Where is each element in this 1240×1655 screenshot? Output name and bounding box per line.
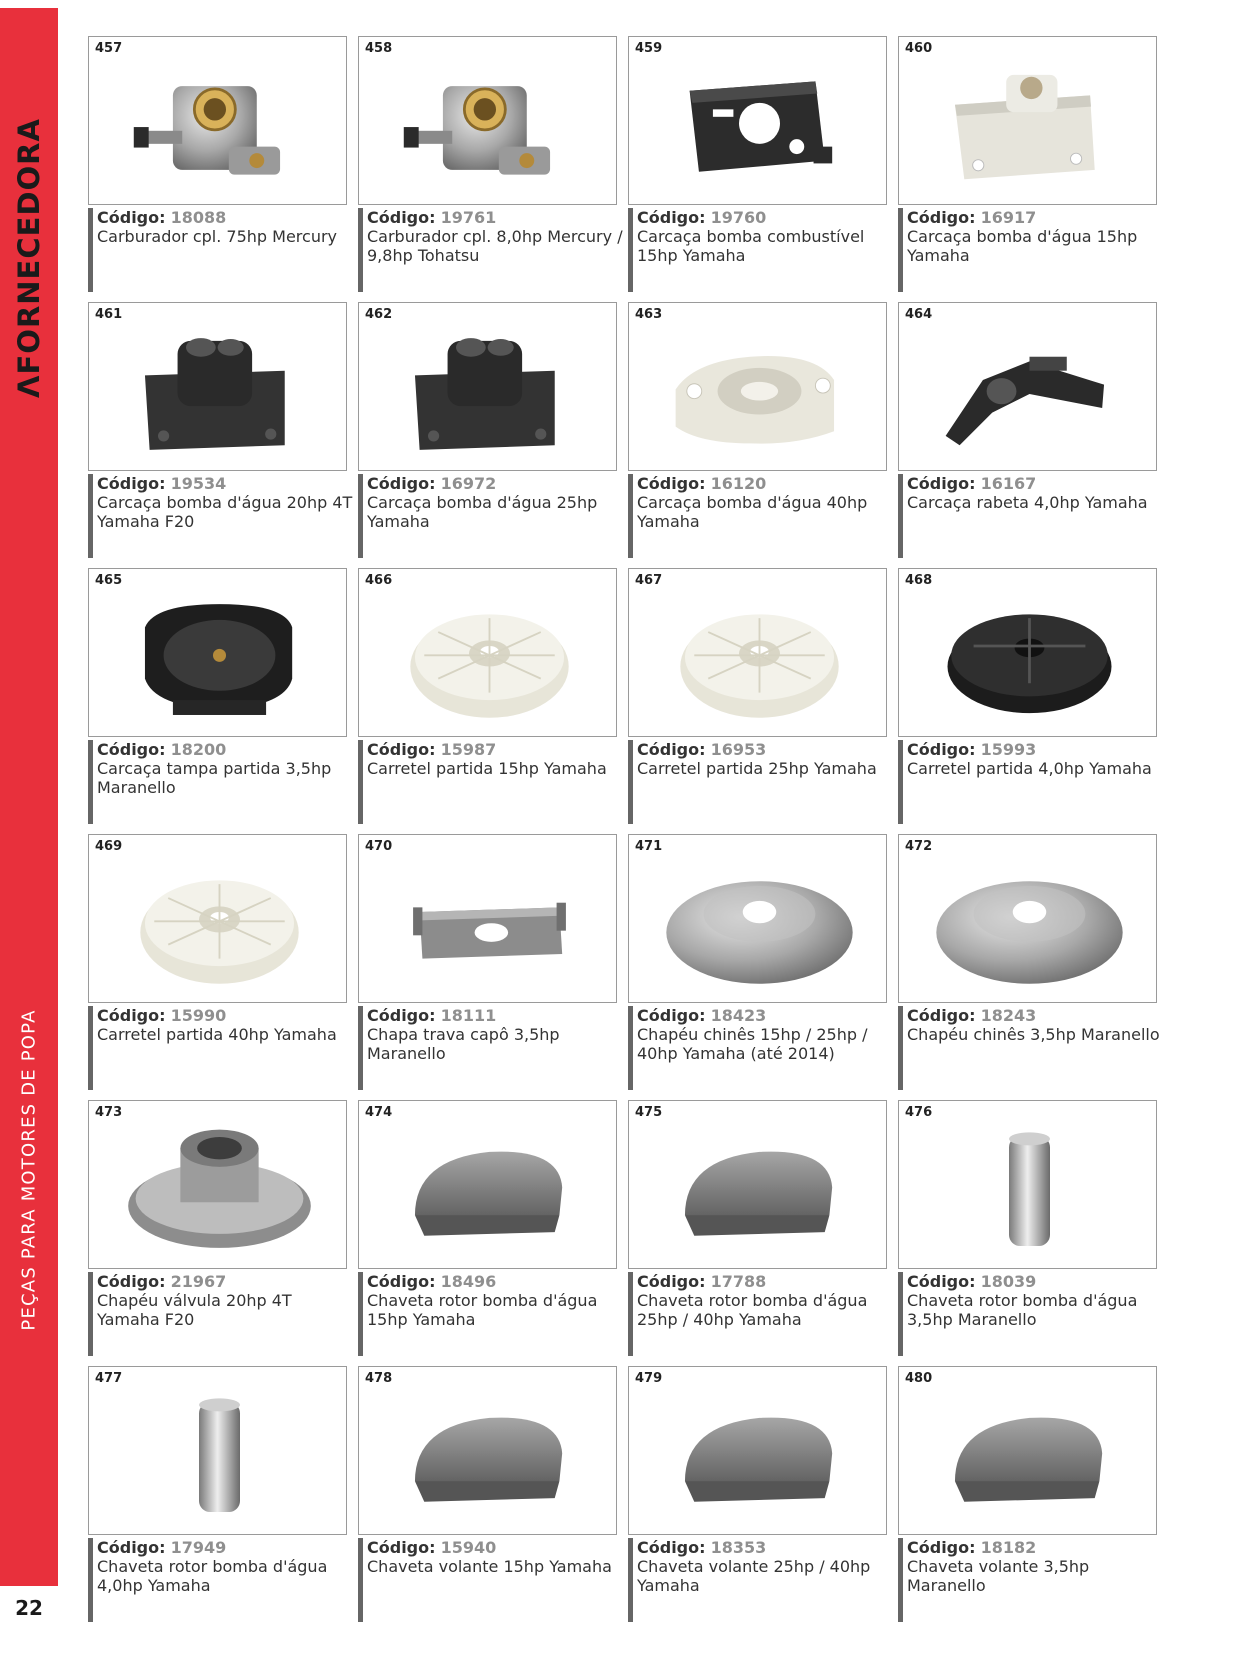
product-info xyxy=(628,1006,896,1090)
product-code: 18496 xyxy=(440,1272,497,1291)
product-code-line xyxy=(907,740,1166,759)
item-number: 468 xyxy=(905,573,933,588)
product-code: 15993 xyxy=(980,740,1037,759)
product-code: 18039 xyxy=(980,1272,1037,1291)
product-image-frame xyxy=(628,36,887,205)
product-card xyxy=(88,302,358,568)
product-code: 18243 xyxy=(980,1006,1037,1025)
product-description: Chaveta rotor bomba d'água 15hp Yamaha xyxy=(367,1291,598,1329)
product-info xyxy=(358,474,626,558)
code-label: Código: xyxy=(907,208,976,227)
product-description: Carcaça bomba d'água 25hp Yamaha xyxy=(367,493,598,531)
pump-housing-dark-image xyxy=(117,321,322,467)
product-image-frame xyxy=(898,834,1157,1003)
woodruff-key-image xyxy=(657,1119,862,1265)
item-number: 472 xyxy=(905,839,933,854)
product-code: 16917 xyxy=(980,208,1037,227)
product-code-line xyxy=(637,1006,896,1025)
product-image-frame xyxy=(88,1366,347,1535)
product-info xyxy=(628,740,896,824)
item-number: 458 xyxy=(365,41,393,56)
product-code: 16972 xyxy=(440,474,497,493)
product-code: 18200 xyxy=(170,740,227,759)
starter-cover-image xyxy=(117,587,322,733)
product-code: 15990 xyxy=(170,1006,227,1025)
item-number: 469 xyxy=(95,839,123,854)
product-card xyxy=(898,834,1168,1100)
product-code-line xyxy=(637,208,896,227)
product-image-frame xyxy=(898,1100,1157,1269)
product-info xyxy=(628,1272,896,1356)
valve-cap-image xyxy=(117,1119,322,1265)
product-code-line xyxy=(637,474,896,493)
product-description: Carcaça bomba d'água 20hp 4T Yamaha F20 xyxy=(97,493,353,531)
woodruff-key-image xyxy=(657,1385,862,1531)
product-image-frame xyxy=(898,302,1157,471)
product-card xyxy=(628,1100,898,1366)
pin-image xyxy=(927,1119,1132,1265)
product-card xyxy=(358,1366,628,1632)
item-number: 477 xyxy=(95,1371,123,1386)
item-number: 465 xyxy=(95,573,123,588)
code-label: Código: xyxy=(637,474,706,493)
item-number: 476 xyxy=(905,1105,933,1120)
item-number: 475 xyxy=(635,1105,663,1120)
product-code: 21967 xyxy=(170,1272,227,1291)
product-card xyxy=(628,834,898,1100)
pump-housing-white-image xyxy=(657,321,862,467)
gear-housing-image xyxy=(927,321,1132,467)
item-number: 474 xyxy=(365,1105,393,1120)
carburetor-image xyxy=(387,55,592,201)
product-code-line xyxy=(907,474,1166,493)
pump-housing-dark-image xyxy=(387,321,592,467)
product-code-line xyxy=(637,1538,896,1557)
product-info xyxy=(628,474,896,558)
product-code-line xyxy=(367,1006,626,1025)
product-info xyxy=(88,1272,356,1356)
code-label: Código: xyxy=(637,208,706,227)
lock-plate-image xyxy=(387,853,592,999)
brand-logo xyxy=(5,118,53,398)
product-code: 16120 xyxy=(710,474,767,493)
product-description: Carretel partida 40hp Yamaha xyxy=(97,1025,337,1044)
product-image-frame xyxy=(628,302,887,471)
product-card xyxy=(88,36,358,302)
code-label: Código: xyxy=(907,474,976,493)
code-label: Código: xyxy=(637,740,706,759)
product-description: Carretel partida 4,0hp Yamaha xyxy=(907,759,1152,778)
product-code: 17788 xyxy=(710,1272,767,1291)
product-card xyxy=(628,302,898,568)
product-description: Chaveta volante 3,5hp Maranello xyxy=(907,1557,1090,1595)
product-info xyxy=(898,740,1166,824)
product-image-frame xyxy=(898,1366,1157,1535)
product-description: Chapéu válvula 20hp 4T Yamaha F20 xyxy=(97,1291,292,1329)
product-card xyxy=(358,568,628,834)
product-info xyxy=(88,1006,356,1090)
product-info xyxy=(898,1006,1166,1090)
product-info xyxy=(358,1272,626,1356)
product-description: Carcaça bomba d'água 15hp Yamaha xyxy=(907,227,1138,265)
product-info xyxy=(358,208,626,292)
brand-name: ΛFORNECEDORA xyxy=(12,118,46,398)
product-code: 18182 xyxy=(980,1538,1037,1557)
reel-white-image xyxy=(117,853,322,999)
product-image-frame xyxy=(358,1366,617,1535)
product-info xyxy=(358,1006,626,1090)
product-code: 18353 xyxy=(710,1538,767,1557)
product-code: 17949 xyxy=(170,1538,227,1557)
product-description: Chaveta volante 25hp / 40hp Yamaha xyxy=(637,1557,871,1595)
product-image-frame xyxy=(628,834,887,1003)
product-image-frame xyxy=(358,1100,617,1269)
product-code: 19760 xyxy=(710,208,767,227)
product-card xyxy=(88,834,358,1100)
product-image-frame xyxy=(88,568,347,737)
product-card xyxy=(898,568,1168,834)
product-code-line xyxy=(907,208,1166,227)
product-image-frame xyxy=(358,36,617,205)
product-card xyxy=(358,302,628,568)
product-description: Carburador cpl. 8,0hp Mercury / 9,8hp Tohatsu xyxy=(367,227,623,265)
item-number: 470 xyxy=(365,839,393,854)
item-number: 466 xyxy=(365,573,393,588)
product-code: 16953 xyxy=(710,740,767,759)
code-label: Código: xyxy=(97,208,166,227)
item-number: 480 xyxy=(905,1371,933,1386)
product-code-line xyxy=(367,1272,626,1291)
product-card xyxy=(358,1100,628,1366)
code-label: Código: xyxy=(97,1272,166,1291)
product-code: 19761 xyxy=(440,208,497,227)
product-code-line xyxy=(97,1538,356,1557)
pump-plate-dark-image xyxy=(657,55,862,201)
dome-washer-image xyxy=(657,853,862,999)
item-number: 478 xyxy=(365,1371,393,1386)
code-label: Código: xyxy=(367,1538,436,1557)
product-card xyxy=(898,1366,1168,1632)
product-code-line xyxy=(97,740,356,759)
product-image-frame xyxy=(628,1100,887,1269)
product-image-frame xyxy=(88,1100,347,1269)
item-number: 459 xyxy=(635,41,663,56)
page-number: 22 xyxy=(15,1596,43,1620)
product-code-line xyxy=(367,740,626,759)
item-number: 460 xyxy=(905,41,933,56)
woodruff-key-image xyxy=(927,1385,1132,1531)
product-info xyxy=(358,1538,626,1622)
product-info xyxy=(898,208,1166,292)
woodruff-key-image xyxy=(387,1385,592,1531)
product-card xyxy=(88,1366,358,1632)
product-code: 19534 xyxy=(170,474,227,493)
code-label: Código: xyxy=(637,1538,706,1557)
code-label: Código: xyxy=(907,1538,976,1557)
product-image-frame xyxy=(358,302,617,471)
product-code: 16167 xyxy=(980,474,1037,493)
product-image-frame xyxy=(898,36,1157,205)
product-image-frame xyxy=(88,302,347,471)
product-image-frame xyxy=(358,568,617,737)
product-code: 18423 xyxy=(710,1006,767,1025)
code-label: Código: xyxy=(907,1006,976,1025)
product-card xyxy=(898,36,1168,302)
product-card xyxy=(628,568,898,834)
product-card xyxy=(358,834,628,1100)
product-image-frame xyxy=(628,568,887,737)
product-code-line xyxy=(97,474,356,493)
product-image-frame xyxy=(88,36,347,205)
product-card xyxy=(88,568,358,834)
code-label: Código: xyxy=(637,1006,706,1025)
code-label: Código: xyxy=(907,740,976,759)
dome-washer-image xyxy=(927,853,1132,999)
code-label: Código: xyxy=(97,474,166,493)
code-label: Código: xyxy=(367,740,436,759)
product-code-line xyxy=(367,1538,626,1557)
product-description: Chaveta volante 15hp Yamaha xyxy=(367,1557,612,1576)
section-title: PEÇAS PARA MOTORES DE POPA xyxy=(18,1009,40,1331)
product-code: 18088 xyxy=(170,208,227,227)
product-info xyxy=(898,474,1166,558)
woodruff-key-image xyxy=(387,1119,592,1265)
product-code-line xyxy=(367,474,626,493)
code-label: Código: xyxy=(97,1006,166,1025)
product-info xyxy=(628,1538,896,1622)
code-label: Código: xyxy=(367,1006,436,1025)
code-label: Código: xyxy=(637,1272,706,1291)
item-number: 463 xyxy=(635,307,663,322)
item-number: 462 xyxy=(365,307,393,322)
product-description: Carcaça bomba combustível 15hp Yamaha xyxy=(637,227,865,265)
reel-white-image xyxy=(387,587,592,733)
product-description: Chapéu chinês 15hp / 25hp / 40hp Yamaha (até 2014) xyxy=(637,1025,868,1063)
product-info xyxy=(628,208,896,292)
product-info xyxy=(358,740,626,824)
product-description: Carcaça tampa partida 3,5hp Maranello xyxy=(97,759,332,797)
code-label: Código: xyxy=(907,1272,976,1291)
product-description: Carcaça bomba d'água 40hp Yamaha xyxy=(637,493,868,531)
product-card xyxy=(898,1100,1168,1366)
product-description: Carcaça rabeta 4,0hp Yamaha xyxy=(907,493,1148,512)
product-info xyxy=(88,1538,356,1622)
product-card xyxy=(628,36,898,302)
pin-image xyxy=(117,1385,322,1531)
product-code: 15940 xyxy=(440,1538,497,1557)
carburetor-image xyxy=(117,55,322,201)
item-number: 479 xyxy=(635,1371,663,1386)
product-description: Chaveta rotor bomba d'água 25hp / 40hp Yamaha xyxy=(637,1291,868,1329)
product-description: Carretel partida 25hp Yamaha xyxy=(637,759,877,778)
product-description: Chaveta rotor bomba d'água 4,0hp Yamaha xyxy=(97,1557,328,1595)
product-card xyxy=(628,1366,898,1632)
product-description: Carretel partida 15hp Yamaha xyxy=(367,759,607,778)
product-code-line xyxy=(637,740,896,759)
code-label: Código: xyxy=(367,1272,436,1291)
product-description: Chaveta rotor bomba d'água 3,5hp Maranello xyxy=(907,1291,1138,1329)
sidebar xyxy=(0,8,58,1586)
code-label: Código: xyxy=(367,208,436,227)
product-code: 15987 xyxy=(440,740,497,759)
product-code-line xyxy=(97,1272,356,1291)
item-number: 464 xyxy=(905,307,933,322)
product-card xyxy=(358,36,628,302)
item-number: 461 xyxy=(95,307,123,322)
product-info xyxy=(88,740,356,824)
product-image-frame xyxy=(628,1366,887,1535)
product-image-frame xyxy=(88,834,347,1003)
item-number: 457 xyxy=(95,41,123,56)
item-number: 471 xyxy=(635,839,663,854)
product-code-line xyxy=(907,1006,1166,1025)
product-image-frame xyxy=(898,568,1157,737)
item-number: 473 xyxy=(95,1105,123,1120)
product-info xyxy=(898,1272,1166,1356)
product-card xyxy=(88,1100,358,1366)
item-number: 467 xyxy=(635,573,663,588)
product-code: 18111 xyxy=(440,1006,497,1025)
product-code-line xyxy=(97,208,356,227)
product-description: Chapéu chinês 3,5hp Maranello xyxy=(907,1025,1160,1044)
product-description: Chapa trava capô 3,5hp Maranello xyxy=(367,1025,560,1063)
product-grid xyxy=(88,36,1168,1632)
product-info xyxy=(88,208,356,292)
code-label: Código: xyxy=(97,740,166,759)
product-description: Carburador cpl. 75hp Mercury xyxy=(97,227,338,246)
product-code-line xyxy=(907,1538,1166,1557)
product-code-line xyxy=(907,1272,1166,1291)
reel-white-image xyxy=(657,587,862,733)
product-info xyxy=(898,1538,1166,1622)
product-code-line xyxy=(97,1006,356,1025)
code-label: Código: xyxy=(367,474,436,493)
pump-plate-white-image xyxy=(927,55,1132,201)
product-code-line xyxy=(637,1272,896,1291)
code-label: Código: xyxy=(97,1538,166,1557)
product-image-frame xyxy=(358,834,617,1003)
product-code-line xyxy=(367,208,626,227)
product-info xyxy=(88,474,356,558)
reel-dark-image xyxy=(927,587,1132,733)
product-card xyxy=(898,302,1168,568)
